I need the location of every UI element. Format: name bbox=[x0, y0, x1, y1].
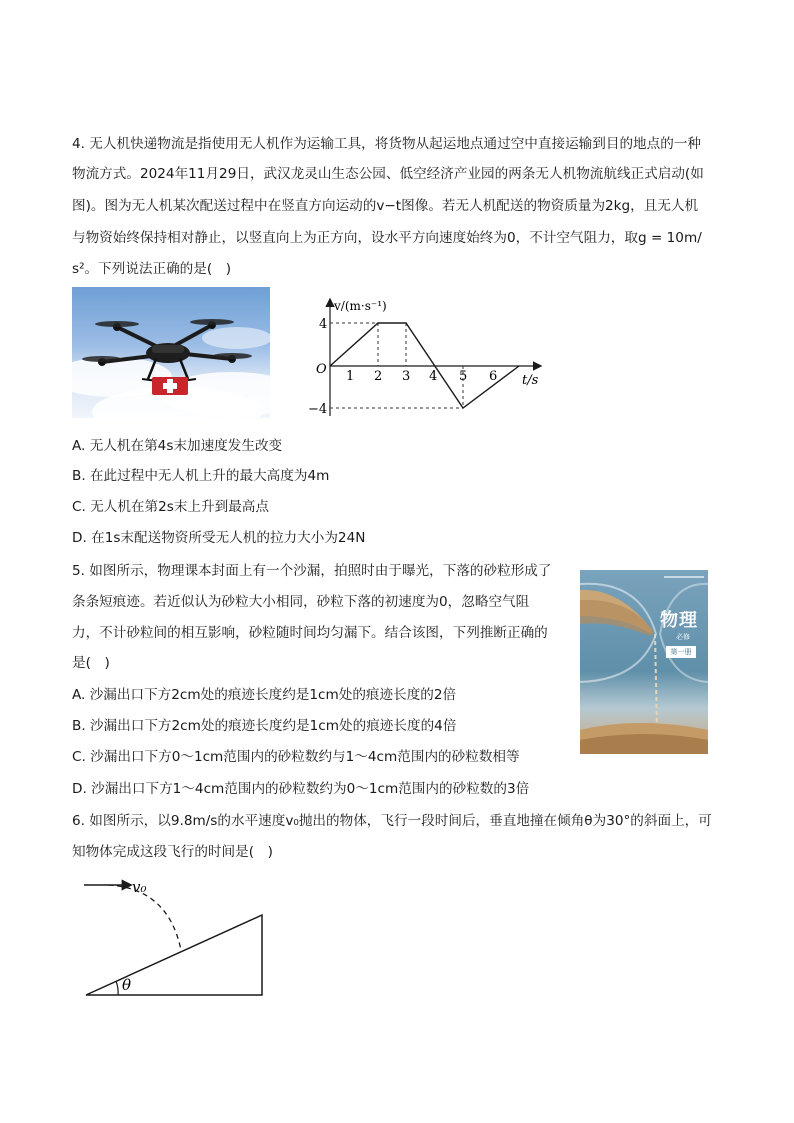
book-volume: 第一册 bbox=[666, 646, 696, 658]
trajectory-path bbox=[108, 885, 181, 950]
book-subtitle: 必修 bbox=[676, 633, 690, 641]
drone-icon bbox=[72, 287, 270, 418]
q5-option-c[interactable]: C. 沙漏出口下方0～1cm范围内的砂粒数约与1～4cm范围内的砂粒数相等 bbox=[72, 749, 520, 765]
velocity-time-graph bbox=[300, 292, 550, 422]
q4-stem-line-1: 4. 无人机快递物流是指使用无人机作为运输工具，将货物从起运地点通过空中直接运输到目的地点的一种 bbox=[72, 136, 702, 152]
q5-stem-line-4: 是( ) bbox=[72, 655, 110, 671]
velocity-label: v₀ bbox=[132, 878, 147, 896]
graph-y-tick-4: 4 bbox=[319, 317, 328, 332]
q5-option-b[interactable]: B. 沙漏出口下方2cm处的痕迹长度约是1cm处的痕迹长度的4倍 bbox=[72, 718, 457, 734]
drone-photo bbox=[72, 287, 270, 418]
q5-option-d[interactable]: D. 沙漏出口下方1～4cm范围内的砂粒数约为0～1cm范围内的砂粒数的3倍 bbox=[72, 781, 530, 797]
q4-stem-line-5: s²。下列说法正确的是( ) bbox=[72, 261, 232, 277]
q5-stem-line-1: 5. 如图所示，物理课本封面上有一个沙漏，拍照时由于曝光，下落的砂粒形成了 bbox=[72, 563, 552, 579]
book-title: 物理 bbox=[660, 610, 698, 631]
graph-x-label: t/s bbox=[522, 373, 539, 388]
q4-stem-line-4: 与物资始终保持相对静止，以竖直向上为正方向，设水平方向速度始终为0，不计空气阻力，取g = 10m/ bbox=[72, 230, 702, 246]
graph-x-tick-2: 2 bbox=[374, 369, 383, 384]
graph-x-tick-1: 1 bbox=[346, 369, 355, 384]
graph-x-tick-3: 3 bbox=[402, 369, 411, 384]
q4-option-a[interactable]: A. 无人机在第4s末加速度发生改变 bbox=[72, 438, 283, 454]
graph-x-tick-5: 5 bbox=[459, 369, 468, 384]
q5-stem-line-3: 力，不计砂粒间的相互影响，砂粒随时间均匀漏下。结合该图，下列推断正确的 bbox=[72, 625, 548, 641]
graph-y-tick-neg4: −4 bbox=[308, 402, 328, 417]
q4-stem-line-3: 图)。图为无人机某次配送过程中在竖直方向运动的v−t图像。若无人机配送的物资质量为2kg，且无人机 bbox=[72, 198, 699, 214]
graph-y-label: v/(m·s⁻¹) bbox=[334, 299, 387, 313]
hourglass-icon bbox=[580, 570, 708, 754]
q4-option-c[interactable]: C. 无人机在第2s末上升到最高点 bbox=[72, 499, 269, 515]
physics-book-cover bbox=[580, 570, 708, 754]
graph-x-tick-6: 6 bbox=[489, 369, 498, 384]
q5-stem-line-2: 条条短痕迹。若近似认为砂粒大小相同，砂粒下落的初速度为0，忽略空气阻 bbox=[72, 594, 530, 610]
q6-stem-line-2: 知物体完成这段飞行的时间是( ) bbox=[72, 844, 273, 860]
q4-stem-line-2: 物流方式。2024年11月29日，武汉龙灵山生态公园、低空经济产业园的两条无人机物流航线正式启动(如 bbox=[72, 166, 704, 182]
q5-option-a[interactable]: A. 沙漏出口下方2cm处的痕迹长度约是1cm处的痕迹长度的2倍 bbox=[72, 687, 457, 703]
angle-label: θ bbox=[122, 976, 132, 994]
incline-projectile-diagram bbox=[78, 874, 278, 1004]
graph-origin-label: O bbox=[316, 362, 327, 377]
q6-stem-line-1: 6. 如图所示，以9.8m/s的水平速度v₀抛出的物体，飞行一段时间后，垂直地撞在倾角θ为30°的斜面上，可 bbox=[72, 813, 712, 829]
q4-option-b[interactable]: B. 在此过程中无人机上升的最大高度为4m bbox=[72, 468, 330, 484]
q4-option-d[interactable]: D. 在1s末配送物资所受无人机的拉力大小为24N bbox=[72, 530, 366, 546]
graph-x-tick-4: 4 bbox=[429, 369, 438, 384]
